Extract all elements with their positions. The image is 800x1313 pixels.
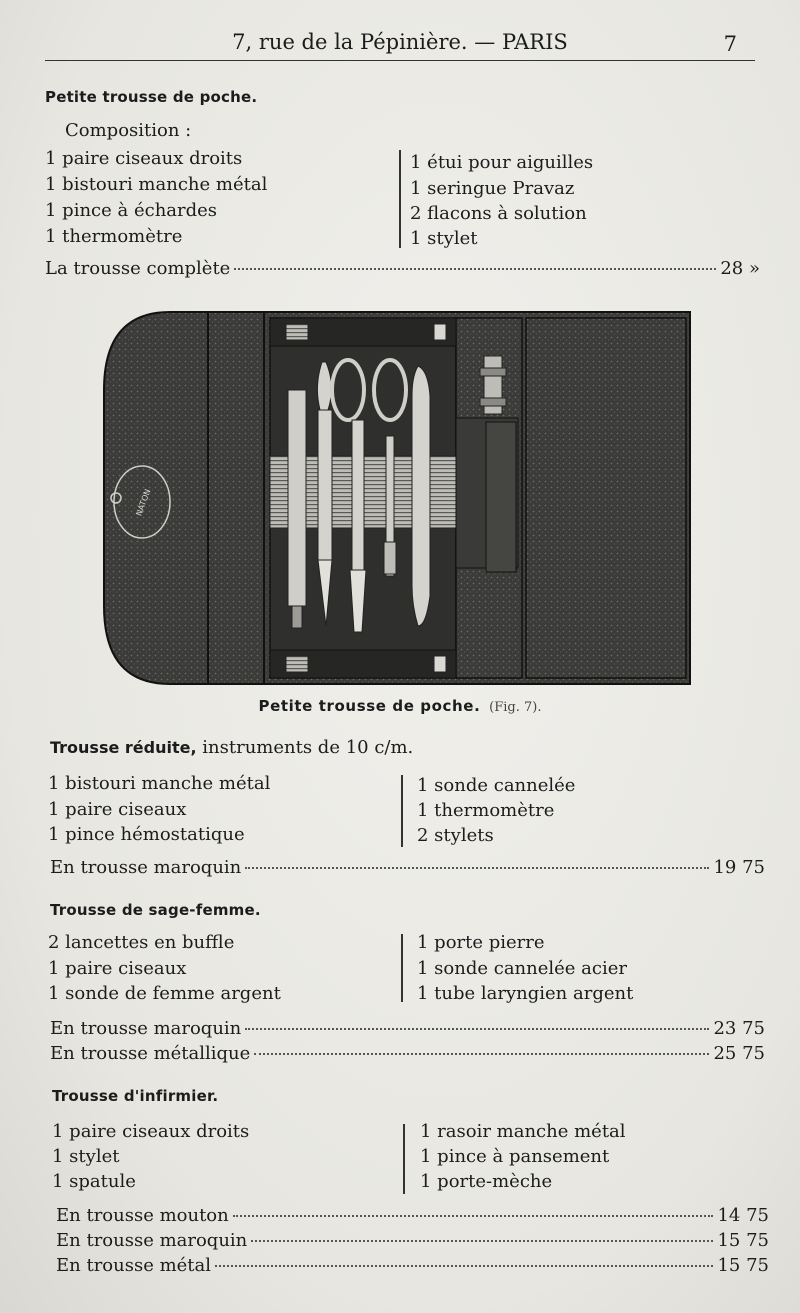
section-title-trousse-reduite: Trousse réduite, <box>50 738 197 757</box>
price-label: En trousse métal <box>56 1255 212 1276</box>
list-item: 1 paire ciseaux droits <box>52 1121 250 1142</box>
list-item: 2 stylets <box>417 825 494 846</box>
caption-reference: (Fig. 7). <box>489 700 542 715</box>
page-number: 7 <box>723 32 737 56</box>
dot-leader <box>233 1215 714 1217</box>
list-item: 1 porte pierre <box>417 932 545 953</box>
section-title-sage-femme: Trousse de sage-femme. <box>50 901 261 919</box>
price-amount: 25 75 <box>713 1043 765 1064</box>
list-item: 2 lancettes en buffle <box>48 932 235 953</box>
price-amount: 19 75 <box>713 857 765 878</box>
page-header <box>45 30 755 61</box>
caption-title: Petite trousse de poche. <box>258 697 481 715</box>
price-amount: 28 » <box>720 258 760 279</box>
price-row <box>50 1043 765 1064</box>
list-item: 1 porte-mèche <box>420 1171 553 1192</box>
price-label: En trousse maroquin <box>56 1230 248 1251</box>
list-item: 1 sonde cannelée <box>417 775 576 796</box>
list-item: 2 flacons à solution <box>410 203 587 224</box>
column-divider <box>401 934 403 1002</box>
price-label: En trousse maroquin <box>50 1018 242 1039</box>
dot-leader <box>215 1265 713 1267</box>
list-item: 1 thermomètre <box>45 226 183 247</box>
list-item: 1 thermomètre <box>417 800 555 821</box>
price-amount: 15 75 <box>717 1255 769 1276</box>
composition-label: Composition : <box>65 120 192 141</box>
column-divider <box>399 150 401 248</box>
list-item: 1 pince à pansement <box>420 1146 610 1167</box>
dot-leader <box>251 1240 713 1242</box>
column-divider <box>403 1124 405 1194</box>
price-label: En trousse mouton <box>56 1205 229 1226</box>
list-item: 1 tube laryngien argent <box>417 983 634 1004</box>
list-item: 1 bistouri manche métal <box>45 174 268 195</box>
list-item: 1 pince hémostatique <box>48 824 245 845</box>
dot-leader <box>254 1053 709 1055</box>
price-row <box>56 1230 769 1251</box>
section-title-infirmier: Trousse d'infirmier. <box>52 1087 219 1105</box>
section-subtitle: instruments de 10 c/m. <box>196 737 414 758</box>
price-row <box>45 258 760 279</box>
list-item: 1 bistouri manche métal <box>48 773 271 794</box>
pocket-kit-illustration <box>100 306 696 688</box>
section-title-petite-trousse: Petite trousse de poche. <box>45 88 258 106</box>
header-address: 7, rue de la Pépinière. — PARIS <box>232 30 568 54</box>
list-item: 1 seringue Pravaz <box>410 178 575 199</box>
list-item: 1 stylet <box>410 228 478 249</box>
dot-leader <box>245 1028 709 1030</box>
dot-leader <box>245 867 709 869</box>
list-item: 1 pince à échardes <box>45 200 218 221</box>
dot-leader <box>234 268 716 270</box>
price-row <box>56 1205 769 1226</box>
price-amount: 14 75 <box>717 1205 769 1226</box>
price-row <box>50 857 765 878</box>
price-label: En trousse maroquin <box>50 857 242 878</box>
list-item: 1 paire ciseaux <box>48 958 187 979</box>
list-item: 1 sonde cannelée acier <box>417 958 627 979</box>
price-amount: 23 75 <box>713 1018 765 1039</box>
section-heading-trousse-reduite <box>50 737 413 758</box>
list-item: 1 sonde de femme argent <box>48 983 281 1004</box>
list-item: 1 étui pour aiguilles <box>410 152 594 173</box>
list-item: 1 stylet <box>52 1146 120 1167</box>
list-item: 1 rasoir manche métal <box>420 1121 626 1142</box>
price-label: La trousse complète <box>45 258 231 279</box>
list-item: 1 paire ciseaux droits <box>45 148 243 169</box>
list-item: 1 paire ciseaux <box>48 799 187 820</box>
price-row <box>56 1255 769 1276</box>
figure-caption <box>0 697 800 715</box>
column-divider <box>401 775 403 847</box>
brand-stamp: NATON <box>134 487 153 518</box>
price-row <box>50 1018 765 1039</box>
price-label: En trousse métallique <box>50 1043 251 1064</box>
list-item: 1 spatule <box>52 1171 136 1192</box>
price-amount: 15 75 <box>717 1230 769 1251</box>
kit-drawing <box>100 306 696 688</box>
